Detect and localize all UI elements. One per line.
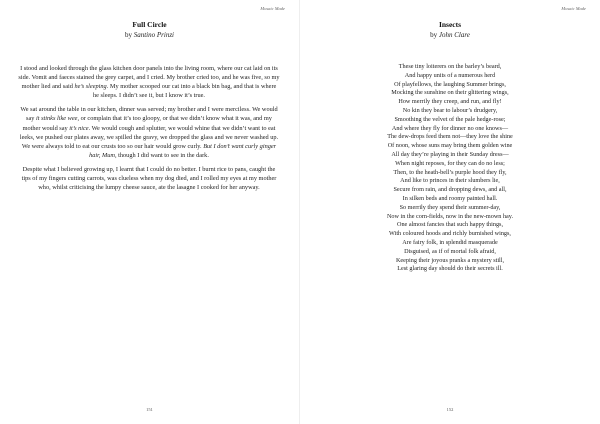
poem-line: Disguised, as if of mortal folk afraid,	[404, 247, 496, 255]
story-title: Full Circle	[132, 20, 167, 29]
poem-line: Secure from rain, and dropping dews, and all,	[393, 186, 507, 194]
poem-line: Of playfellows, the laughing Summer brings,	[394, 80, 506, 88]
text-run: . We would cough and splutter, we would whine that we didn’t want to eat leeks, we pushed our plates away, we spilled the gravy, we dropped the glass and we never washed up. We were always told to eat our crusts too so our hair would grow curly.	[19, 124, 279, 150]
poem-line: Mocking the sunshine on their glittering wings,	[391, 89, 509, 97]
poem-line: So merrily they spend their summer-day,	[399, 203, 501, 211]
poem-line: And happy units of a numerous herd	[404, 71, 496, 79]
poem-line: And like to princes in their slumbers lie,	[400, 177, 500, 185]
story-paragraph	[18, 64, 280, 100]
story-paragraph	[18, 165, 280, 192]
text-run: Despite what I believed growing up, I learnt that I could do no better. I burnt rice to pans, caught the tips of my fingers cutting carrots, was clueless when my dog died, and I rolled my eyes at my mother who, whilst criticising the lumpy cheese sauce, ate the lasagne I cooked for her anyway.	[21, 165, 277, 192]
right-page	[300, 0, 600, 424]
page-number-left: 151	[146, 407, 153, 412]
poem-line: And where they fly for dinner no one knows—	[391, 124, 509, 132]
poem-line: When night reposes, for they can do no less;	[395, 159, 505, 167]
italic-phrase: he’s sleeping	[74, 83, 107, 91]
page-number-right: 152	[446, 407, 454, 412]
text-run: . My mother scooped our cat into a black bin bag, and that is where he sleeps. I didn’t see it, but I know it’s true.	[93, 83, 277, 100]
story-text	[18, 64, 280, 197]
byline-prefix: by	[124, 31, 132, 39]
italic-phrase: it stinks like wee	[36, 115, 78, 123]
poem-line: The dew-drops feed them not—they love the shine	[387, 133, 513, 141]
story-author: Santino Prinzi	[133, 31, 174, 39]
poem-line: Are fairy folk, in splendid masquerade	[402, 238, 498, 246]
poem-line: How merrily they creep, and run, and fly!	[398, 98, 502, 106]
poem-text	[314, 63, 586, 274]
poem-line: With coloured hoods and richly burnished wings,	[389, 230, 511, 238]
poem-line: Smoothing the velvet of the pale hedge-rose;	[394, 115, 506, 123]
byline-prefix: by	[430, 31, 438, 39]
italic-phrase: it’s nice	[69, 124, 89, 132]
text-run: We sat around the table in our kitchen, dinner was served; my brother and I were merciless. We would say	[20, 106, 278, 123]
poem-line: Then, to the heath-bell’s purple hood they fly,	[393, 168, 507, 176]
poem-byline	[300, 31, 600, 39]
story-paragraph	[18, 105, 280, 160]
poem-line: In silken beds and roomy painted hall.	[402, 194, 498, 202]
text-run: , or complain that it’s too gloopy, or that we didn’t know what it was, and my mother would say	[22, 115, 272, 132]
poem-line: Lest glaring day should do their secrets ill.	[397, 265, 503, 273]
text-run: I stood and looked through the glass kitchen door panels into the living room, where our cat laid on its side. Vomit and faeces stained the grey carpet, and I cried. My brother cried too, and he was five, so my mother lied and said	[18, 65, 280, 91]
text-run: though I did want to see in the dark.	[116, 151, 209, 159]
poem-line: Keeping their joyous pranks a mystery still,	[395, 256, 505, 264]
poem-title: Insects	[438, 20, 462, 29]
poem-author: John Clare	[438, 31, 470, 39]
running-head-left: Mosaic Made	[260, 6, 285, 11]
poem-line: Of noon, whose suns may bring them golden wine	[387, 142, 513, 150]
story-byline	[0, 31, 299, 39]
poem-line: All day they’re playing in their Sunday dress—	[391, 150, 509, 158]
poem-line: These tiny loiterers on the barley’s beard,	[398, 63, 502, 70]
italic-phrase: But I don’t want curly ginger hair, Mum,	[89, 142, 277, 159]
running-head-right: Mosaic Made	[561, 6, 586, 11]
poem-line: One almost fancies that such happy things,	[396, 221, 504, 229]
poem-line: Now in the corn-fields, now in the new-mown hay.	[386, 212, 514, 220]
poem-line: No kin they bear to labour’s drudgery,	[402, 106, 498, 114]
